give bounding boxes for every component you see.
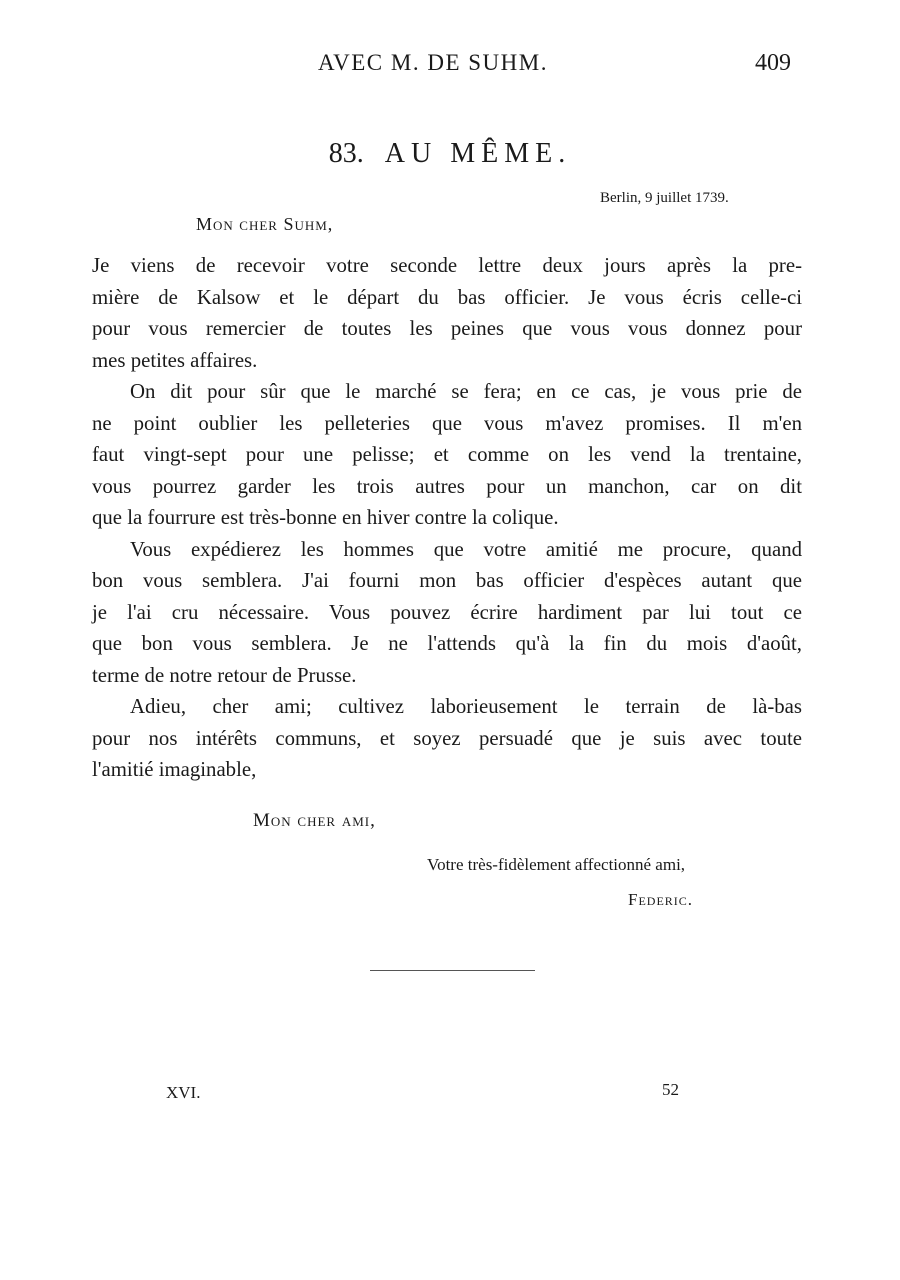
text-line: pour vous remercier de toutes les peines que vous vous donnez pour bbox=[92, 317, 802, 340]
dateline: Berlin, 9 juillet 1739. bbox=[600, 190, 729, 206]
text-line: Adieu, cher ami; cultivez laborieusement le terrain de là-bas bbox=[130, 695, 802, 718]
paragraph bbox=[92, 691, 802, 786]
letter-title: AU MÊME. bbox=[384, 138, 572, 169]
volume-signature: XVI. bbox=[166, 1083, 201, 1102]
text-line: vous pourrez garder les trois autres pour un manchon, car on dit bbox=[92, 474, 802, 498]
paragraph bbox=[92, 376, 802, 534]
text-line: On dit pour sûr que le marché se fera; en ce cas, je vous prie de bbox=[130, 380, 802, 403]
letter-body bbox=[92, 250, 802, 786]
text-line: l'amitié imaginable, bbox=[92, 758, 257, 781]
signature: Federic. bbox=[628, 890, 694, 909]
text-line: faut vingt-sept pour une pelisse; et comme on les vend la trentaine, bbox=[92, 443, 802, 466]
text-line: mière de Kalsow et le départ du bas officier. Je vous écris celle-ci bbox=[92, 285, 802, 309]
text-line: Je viens de recevoir votre seconde lettre deux jours après la pre- bbox=[92, 254, 802, 277]
text-line: terme de notre retour de Prusse. bbox=[92, 663, 357, 687]
text-line: ne point oublier les pelleteries que vous m'avez promises. Il m'en bbox=[92, 411, 802, 435]
paragraph bbox=[92, 250, 802, 376]
valediction: Votre très-fidèlement affectionné ami, bbox=[427, 855, 686, 874]
salutation: Mon cher Suhm, bbox=[196, 214, 334, 234]
sheet-signature: 52 bbox=[662, 1080, 679, 1099]
text-line: mes petites affaires. bbox=[92, 348, 258, 372]
running-head: AVEC M. DE SUHM. bbox=[318, 50, 548, 75]
separator-rule bbox=[370, 970, 535, 971]
letter-heading bbox=[0, 138, 900, 170]
page-number: 409 bbox=[755, 50, 791, 76]
text-line: pour nos intérêts communs, et soyez persuadé que je suis avec toute bbox=[92, 726, 802, 750]
letter-number: 83. bbox=[328, 138, 364, 169]
paragraph bbox=[92, 534, 802, 692]
text-line: que la fourrure est très-bonne en hiver contre la colique. bbox=[92, 506, 559, 529]
closing-salutation: Mon cher ami, bbox=[253, 810, 376, 831]
text-line: que bon vous semblera. Je ne l'attends qu'à la fin du mois d'août, bbox=[92, 632, 802, 655]
text-line: je l'ai cru nécessaire. Vous pouvez écrire hardiment par lui tout ce bbox=[92, 600, 802, 624]
text-line: Vous expédierez les hommes que votre amitié me procure, quand bbox=[130, 537, 802, 561]
text-line: bon vous semblera. J'ai fourni mon bas officier d'espèces autant que bbox=[92, 569, 802, 592]
